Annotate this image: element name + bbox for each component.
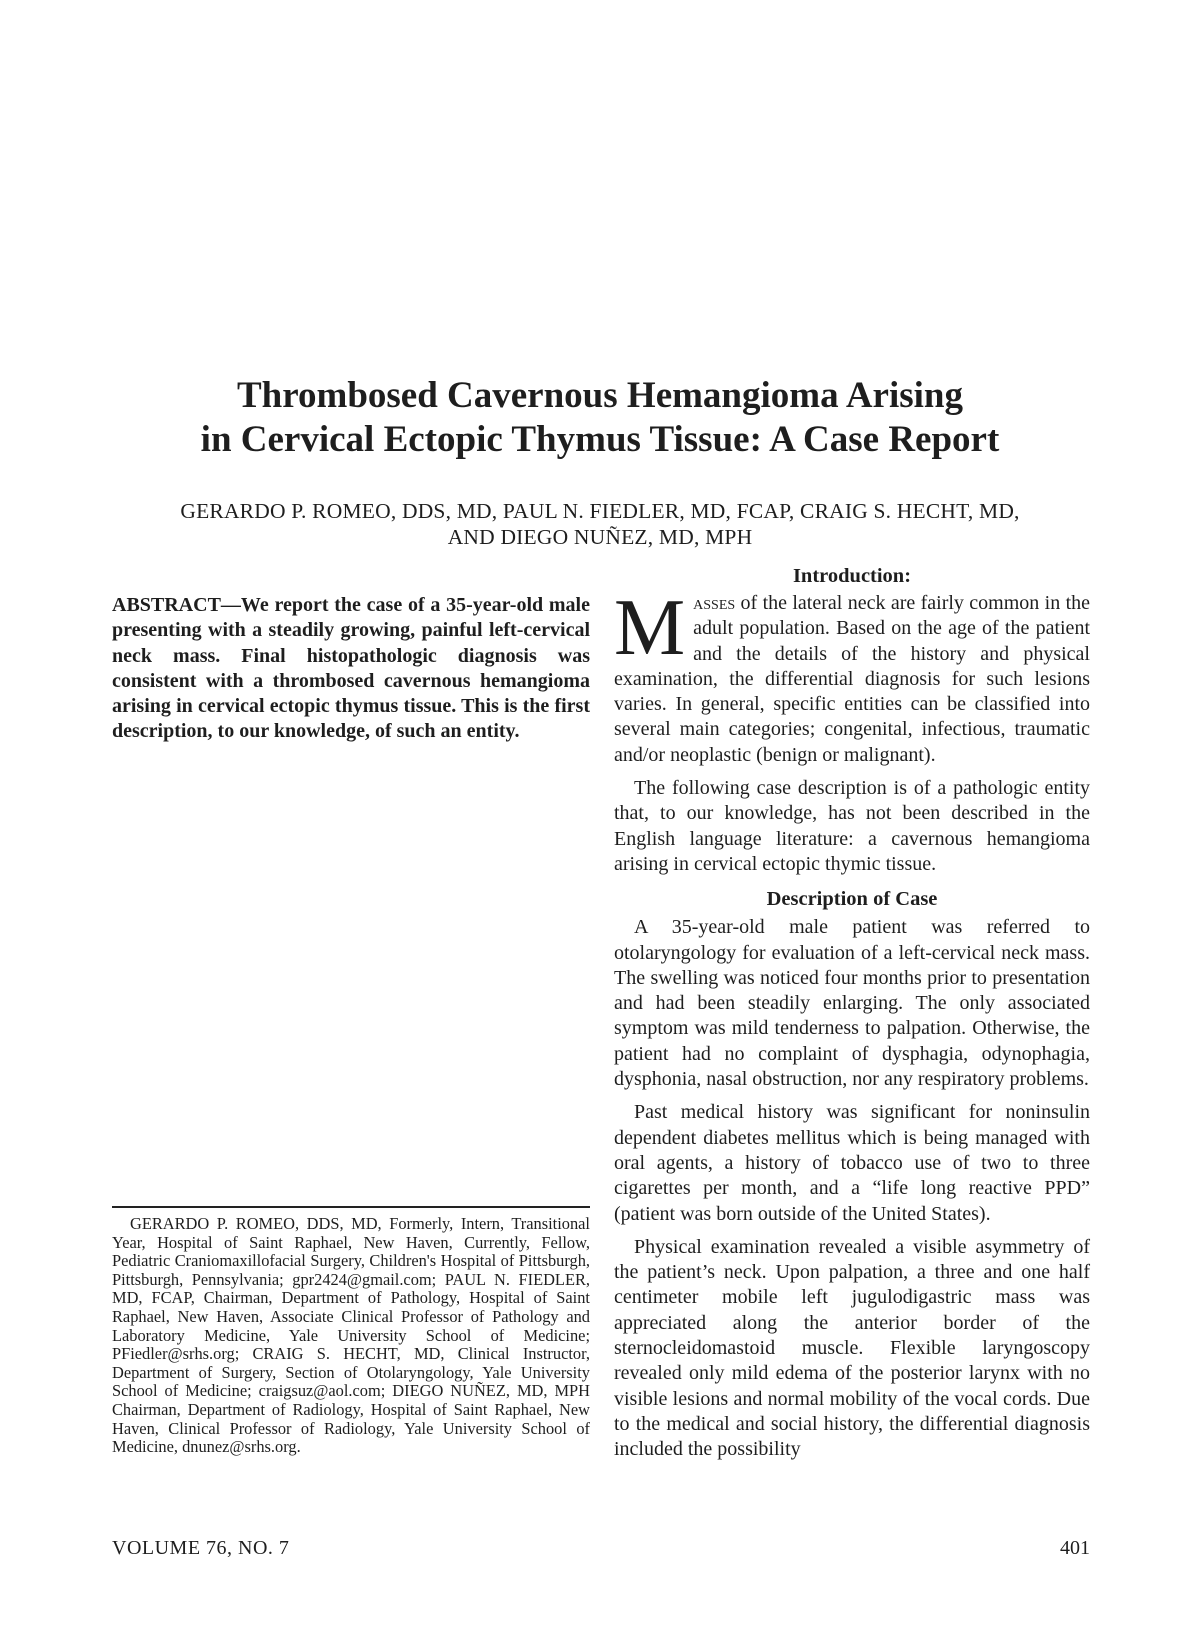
authors-line-1: GERARDO P. ROMEO, DDS, MD, PAUL N. FIEDLER, MD, FCAP, CRAIG S. HECHT, MD, [180, 499, 1020, 523]
author-list [110, 498, 1090, 550]
title-line-1: Thrombosed Cavernous Hemangioma Arising [236, 375, 964, 416]
case-paragraph-2: Past medical history was significant for noninsulin dependent diabetes mellitus which is being managed with oral agents, a history of tobacco use of two to three cigarettes per month, and a “life long reactive PPD” (patient was born outside of the United States). [614, 1101, 1090, 1225]
authors-line-2: AND DIEGO NUÑEZ, MD, MPH [447, 525, 753, 549]
introduction-heading: Introduction: [792, 565, 912, 587]
footnote-divider [112, 1206, 590, 1208]
introduction-paragraph-1-text: of the lateral neck are fairly common in the adult population. Based on the age of the patient and the details of the history and physical examination, the differential diagnosis for such lesions varies. In general, specific entities can be classified into several main categories; congenital, infectious, traumatic and/or neoplastic (benign or malignant). [614, 592, 1090, 766]
abstract: ABSTRACT—We report the case of a 35-year-old male presenting with a steadily growing, painful left-cervical neck mass. Final histopathologic diagnosis was consistent with a thrombosed cavernous hemangioma arising in cervical ectopic thymus tissue. This is the first description, to our knowledge, of such an entity. [112, 594, 590, 743]
page-number: 401 [1060, 1537, 1090, 1559]
title-line-2: in Cervical Ectopic Thymus Tissue: A Case Report [200, 419, 1000, 460]
drop-cap: M [614, 584, 686, 672]
journal-volume: VOLUME 76, NO. 7 [112, 1537, 290, 1559]
introduction-paragraph-2: The following case description is of a pathologic entity that, to our knowledge, has not been described in the English language literature: a cavernous hemangioma arising in cervical ectopic thymic tissue. [614, 777, 1090, 875]
right-column [614, 563, 1090, 1463]
case-paragraph-1: A 35-year-old male patient was referred to otolaryngology for evaluation of a left-cervical neck mass. The swelling was noticed four months prior to presentation and had been steadily enlarging. The only associated symptom was mild tenderness to palpation. Otherwise, the patient had no complaint of dysphagia, odynophagia, dysphonia, nasal obstruction, nor any respiratory problems. [614, 916, 1090, 1091]
case-paragraph-3: Physical examination revealed a visible asymmetry of the patient’s neck. Upon palpation, a three and one half centimeter mobile left jugulodigastric mass was appreciated along the anterior border of the sternocleidomastoid muscle. Flexible laryngoscopy revealed only mild edema of the posterior larynx with no visible lesions and normal mobility of the vocal cords. Due to the medical and social history, the differential diagnosis included the possibility [614, 1235, 1090, 1461]
article-title [110, 374, 1090, 462]
description-of-case-heading: Description of Case [766, 888, 938, 911]
author-affiliations-footnote: GERARDO P. ROMEO, DDS, MD, Formerly, Intern, Transitional Year, Hospital of Saint Raphael, New Haven, Currently, Fellow, Pediatric Craniomaxillofacial Surgery, Children's Hospital of Pittsburgh, Pittsburgh, Pennsylvania; gpr2424@gmail.com; PAUL N. FIEDLER, MD, FCAP, Chairman, Department of Pathology, Hospital of Saint Raphael, New Haven, Associate Clinical Professor of Pathology and Laboratory Medicine, Yale University School of Medicine; PFiedler@srhs.org; CRAIG S. HECHT, MD, Clinical Instructor, Department of Surgery, Section of Otolaryngology, Yale University School of Medicine; craigsuz@aol.com; DIEGO NUÑEZ, MD, MPH Chairman, Department of Radiology, Hospital of Saint Raphael, New Haven, Clinical Professor of Radiology, Yale University School of Medicine, dnunez@srhs.org. [112, 1214, 590, 1457]
introduction-paragraph-1 [614, 584, 1090, 768]
lead-in-smallcaps: asses [693, 592, 736, 614]
